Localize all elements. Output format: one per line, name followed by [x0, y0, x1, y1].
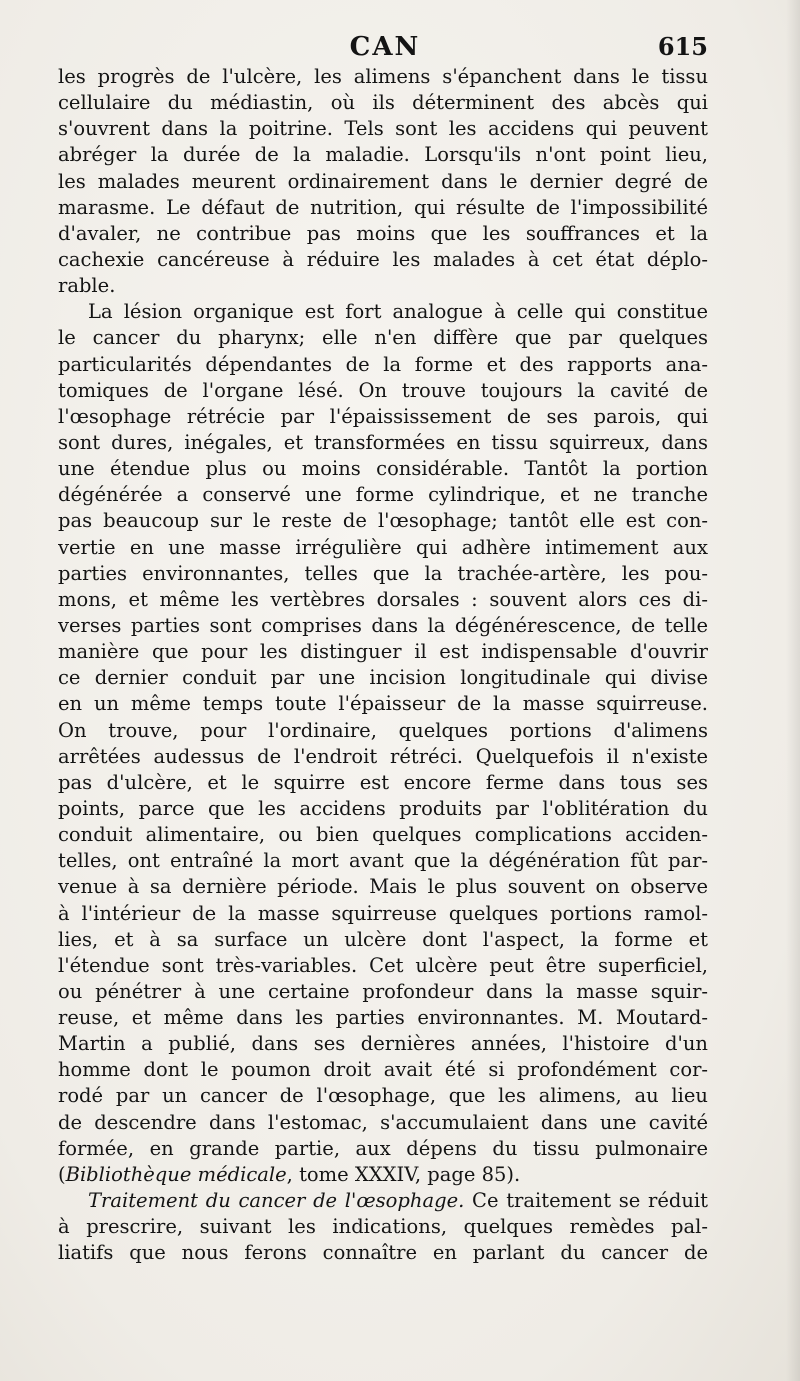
- text-line: à l'intérieur de la masse squirreuse quelques portions ramol-: [58, 901, 708, 925]
- text-line: particularités dépendantes de la forme et des rapports ana-: [58, 352, 708, 376]
- text-line: tomiques de l'organe lésé. On trouve toujours la cavité de: [58, 378, 708, 402]
- text-line: de descendre dans l'estomac, s'accumulaient dans une cavité: [58, 1110, 708, 1134]
- text-line: pas d'ulcère, et le squirre est encore ferme dans tous ses: [58, 770, 708, 794]
- text-line: marasme. Le défaut de nutrition, qui résulte de l'impossibilité: [58, 195, 708, 219]
- body-text: [58, 64, 708, 1266]
- text-line: Martin a publié, dans ses dernières années, l'histoire d'un: [58, 1032, 708, 1056]
- text-line: l'étendue sont très-variables. Cet ulcère peut être superficiel,: [58, 953, 708, 977]
- text-line: les progrès de l'ulcère, les alimens s'épanchent dans le tissu: [58, 65, 708, 88]
- page-header: [60, 32, 710, 66]
- text-line: vertie en une masse irrégulière qui adhère intimement aux: [58, 535, 708, 559]
- paragraph-3: [58, 1188, 708, 1266]
- text-line: mons, et même les vertèbres dorsales : souvent alors ces di-: [58, 587, 708, 611]
- text-line: dégénérée a conservé une forme cylindrique, et ne tranche: [58, 483, 708, 507]
- text-line: rable.: [58, 274, 116, 298]
- text-fragment: Ce traitement se réduit: [464, 1189, 708, 1213]
- section-heading-line: [58, 1188, 708, 1214]
- text-line: La lésion organique est fort analogue à celle qui constitue: [88, 300, 708, 324]
- paragraph-2: [58, 299, 708, 1188]
- text-line: cellulaire du médiastin, où ils déterminent des abcès qui: [58, 91, 708, 115]
- citation-details: , tome XXXIV, page 85).: [286, 1162, 521, 1186]
- text-line: pas beaucoup sur le reste de l'œsophage; tantôt elle est con-: [58, 509, 708, 533]
- text-line: On trouve, pour l'ordinaire, quelques portions d'alimens: [58, 718, 708, 742]
- text-line: verses parties sont comprises dans la dégénérescence, de telle: [58, 613, 708, 637]
- citation-title: Bibliothèque médicale: [65, 1162, 287, 1186]
- text-line: arrêtées audessus de l'endroit rétréci. Quelquefois il n'existe: [58, 744, 708, 768]
- text-line: lies, et à sa surface un ulcère dont l'aspect, la forme et: [58, 927, 708, 951]
- text-line: sont dures, inégales, et transformées en tissu squirreux, dans: [58, 430, 708, 454]
- citation-line: [58, 1162, 708, 1188]
- text-line: points, parce que les accidens produits par l'oblitération du: [58, 796, 708, 820]
- running-head: CAN: [349, 32, 421, 62]
- text-line: d'avaler, ne contribue pas moins que les souffrances et la: [58, 221, 708, 245]
- text-line: liatifs que nous ferons connaître en parlant du cancer de: [58, 1241, 708, 1265]
- text-line: ou pénétrer à une certaine profondeur dans la masse squir-: [58, 979, 708, 1003]
- text-line: s'ouvrent dans la poitrine. Tels sont les accidens qui peuvent: [58, 117, 708, 141]
- paragraph-1: [58, 64, 708, 299]
- citation-open-paren: (: [58, 1162, 66, 1186]
- text-line: abréger la durée de la maladie. Lorsqu'ils n'ont point lieu,: [58, 143, 708, 167]
- page-edge-shadow: [786, 0, 800, 1381]
- text-line: à prescrire, suivant les indications, quelques remèdes pal-: [58, 1215, 708, 1239]
- text-line: parties environnantes, telles que la trachée-artère, les pou-: [58, 561, 708, 585]
- text-line: une étendue plus ou moins considérable. Tantôt la portion: [58, 457, 708, 481]
- text-line: conduit alimentaire, ou bien quelques complications acciden-: [58, 823, 708, 847]
- text-line: reuse, et même dans les parties environnantes. M. Moutard-: [58, 1006, 708, 1030]
- section-heading: Traitement du cancer de l'œsophage.: [88, 1189, 465, 1213]
- text-line: cachexie cancéreuse à réduire les malades à cet état déplo-: [58, 247, 708, 271]
- page-number: 615: [657, 32, 708, 61]
- text-line: l'œsophage rétrécie par l'épaississement de ses parois, qui: [58, 404, 708, 428]
- text-line: ce dernier conduit par une incision longitudinale qui divise: [58, 666, 708, 690]
- text-line: venue à sa dernière période. Mais le plus souvent on observe: [58, 875, 708, 899]
- text-line: homme dont le poumon droit avait été si profondément cor-: [58, 1058, 708, 1082]
- text-line: rodé par un cancer de l'œsophage, que les alimens, au lieu: [58, 1084, 708, 1108]
- text-line: formée, en grande partie, aux dépens du tissu pulmonaire: [58, 1136, 708, 1160]
- text-line: telles, ont entraîné la mort avant que la dégénération fût par-: [58, 849, 708, 873]
- text-line: en un même temps toute l'épaisseur de la masse squirreuse.: [58, 692, 708, 716]
- text-line: manière que pour les distinguer il est indispensable d'ouvrir: [58, 640, 708, 664]
- text-line: le cancer du pharynx; elle n'en diffère que par quelques: [58, 326, 708, 350]
- text-line: les malades meurent ordinairement dans le dernier degré de: [58, 169, 708, 193]
